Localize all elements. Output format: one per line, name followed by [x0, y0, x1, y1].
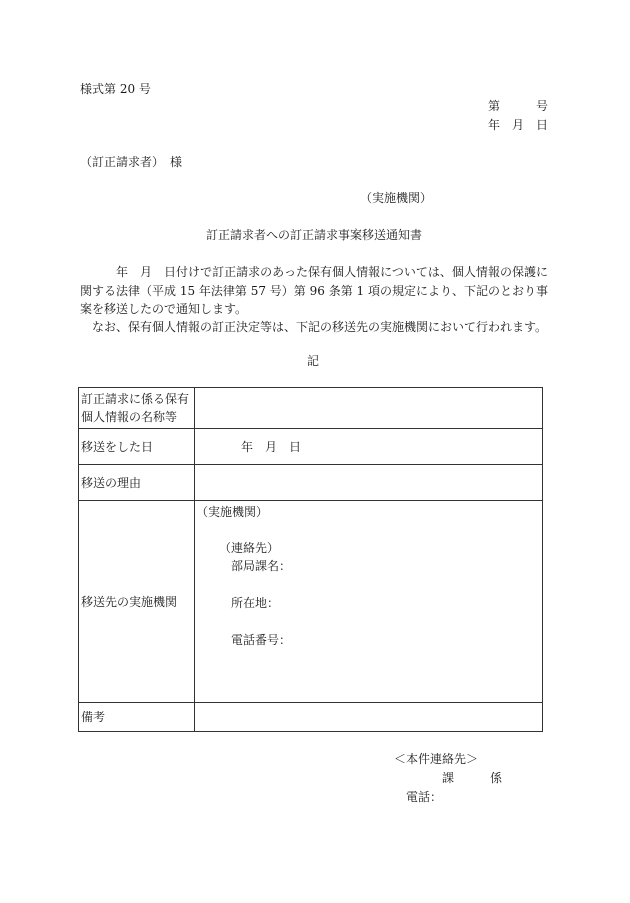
paragraph-note: なお、保有個人情報の訂正決定等は、下記の移送先の実施機関において行われます。: [92, 320, 548, 334]
document-date: 年 月 日: [488, 118, 549, 132]
contact-phone: 電話：: [406, 790, 443, 804]
document-title: 訂正請求者への訂正請求事案移送通知書: [206, 228, 423, 242]
row-label-info-name: 訂正請求に係る保有個人情報の名称等: [79, 388, 195, 429]
row-value-transfer-date: 年 月 日: [195, 429, 543, 465]
contact-label: （連絡先）: [219, 541, 280, 555]
form-number: 様式第 20 号: [80, 82, 151, 96]
row-value-reason: [195, 465, 543, 501]
address-label: 所在地：: [231, 596, 280, 610]
row-label-reason: 移送の理由: [79, 465, 195, 501]
row-value-info-name: [195, 388, 543, 429]
paragraph-notice: 年 月 日付けで訂正請求のあった保有個人情報については、個人情報の保護に関する法律（平成 15 年法律第 57 号）第 96 条第 1 項の規定により、下記のとおり事案を移送したので通知します。: [80, 265, 548, 316]
contact-section: 課 係: [442, 771, 503, 785]
phone-number-label: 電話番号：: [231, 633, 292, 647]
table-row: [79, 429, 543, 465]
row-label-remarks: 備考: [79, 703, 195, 732]
row-value-remarks: [195, 703, 543, 732]
table-row: [79, 465, 543, 501]
department-label: 部局課名：: [231, 559, 292, 573]
row-value-destination: [195, 501, 543, 703]
destination-agency-label: （実施機関）: [196, 505, 269, 519]
row-label-transfer-date: 移送をした日: [79, 429, 195, 465]
transfer-details-table: [78, 387, 543, 732]
addressee: （訂正請求者） 様: [80, 155, 183, 169]
ki-heading: 記: [307, 354, 320, 368]
contact-header: ＜本件連絡先＞: [394, 752, 479, 766]
table-row: [79, 388, 543, 429]
table-row: [79, 501, 543, 703]
document-number: 第 号: [488, 99, 549, 113]
row-label-destination: 移送先の実施機関: [79, 501, 195, 703]
table-row: [79, 703, 543, 732]
issuer: （実施機関）: [360, 191, 433, 205]
